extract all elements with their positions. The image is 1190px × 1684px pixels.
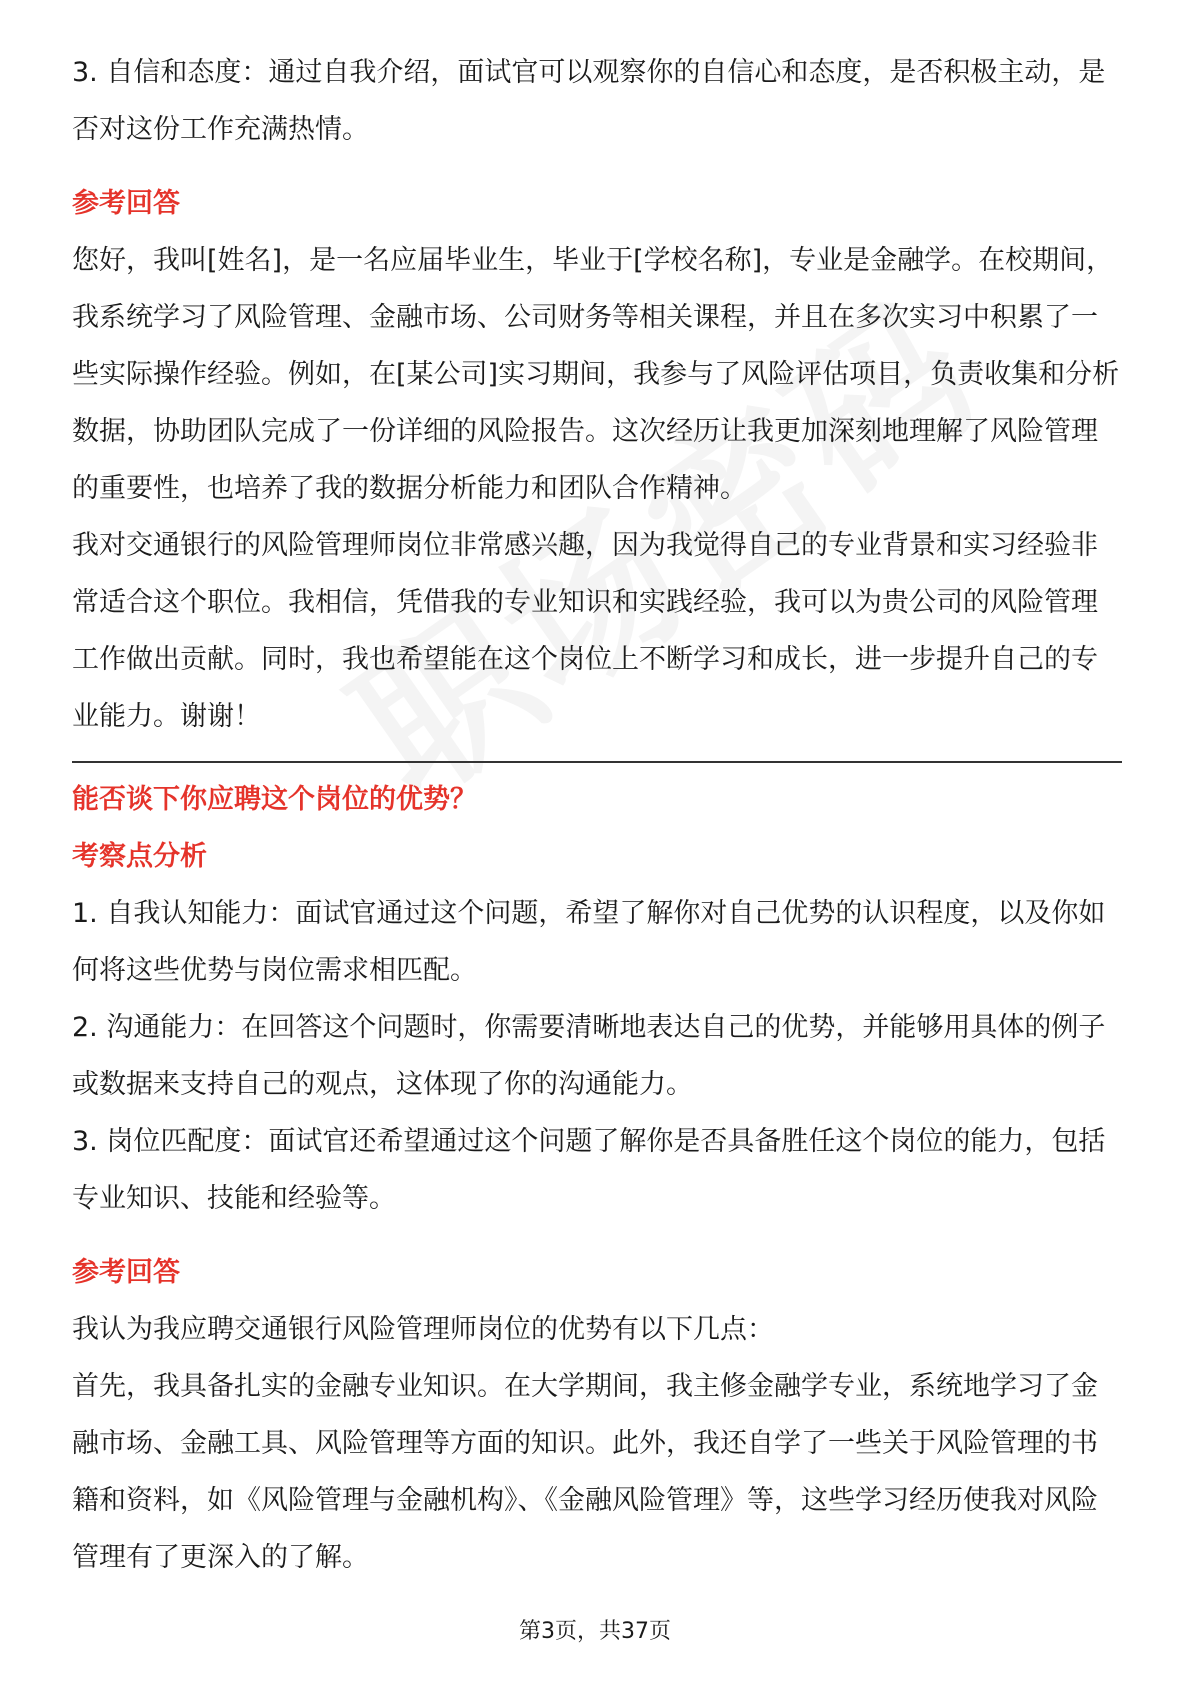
criteria-item-3: 3. 自信和态度：通过自我介绍，面试官可以观察你的自信心和态度，是否积极主动，是否对这份工作充满热情。 <box>72 57 1106 145</box>
analysis-heading: 考察点分析 <box>72 841 207 872</box>
analysis-item-3: 3. 岗位匹配度：面试官还希望通过这个问题了解你是否具备胜任这个岗位的能力，包括专业知识、技能和经验等。 <box>72 1126 1106 1214</box>
answer-1-paragraph-2: 我对交通银行的风险管理师岗位非常感兴趣，因为我觉得自己的专业背景和实习经验非常适合这个职位。我相信，凭借我的专业知识和实践经验，我可以为贵公司的风险管理工作做出贡献。同时，我也希望能在这个岗位上不断学习和成长，进一步提升自己的专业能力。谢谢！ <box>72 530 1098 732</box>
analysis-item-1: 1. 自我认知能力：面试官通过这个问题，希望了解你对自己优势的认识程度，以及你如何将这些优势与岗位需求相匹配。 <box>72 898 1106 986</box>
answer-2-paragraph-2: 首先，我具备扎实的金融专业知识。在大学期间，我主修金融学专业，系统地学习了金融市场、金融工具、风险管理等方面的知识。此外，我还自学了一些关于风险管理的书籍和资料，如《风险管理与金融机构》、《金融风险管理》等，这些学习经历使我对风险管理有了更深入的了解。 <box>72 1371 1098 1573</box>
page-number: 第3页，共37页 <box>519 1619 671 1644</box>
answer-1-paragraph-1: 您好，我叫[姓名]，是一名应届毕业生，毕业于[学校名称]，专业是金融学。在校期间，我系统学习了风险管理、金融市场、公司财务等相关课程，并且在多次实习中积累了一些实际操作经验。例如，在[某公司]实习期间，我参与了风险评估项目，负责收集和分析数据，协助团队完成了一份详细的风险报告。这次经历让我更加深刻地理解了风险管理的重要性，也培养了我的数据分析能力和团队合作精神。 <box>72 245 1120 504</box>
analysis-item-2: 2. 沟通能力：在回答这个问题时，你需要清晰地表达自己的优势，并能够用具体的例子或数据来支持自己的观点，这体现了你的沟通能力。 <box>72 1012 1106 1100</box>
answer-2-paragraph-1: 我认为我应聘交通银行风险管理师岗位的优势有以下几点： <box>72 1314 774 1345</box>
question-heading-2: 能否谈下你应聘这个岗位的优势？ <box>72 784 477 815</box>
answer-heading-2: 参考回答 <box>72 1257 180 1288</box>
document-page <box>72 44 1122 1586</box>
answer-heading-1: 参考回答 <box>72 188 180 219</box>
section-divider <box>72 761 1122 763</box>
